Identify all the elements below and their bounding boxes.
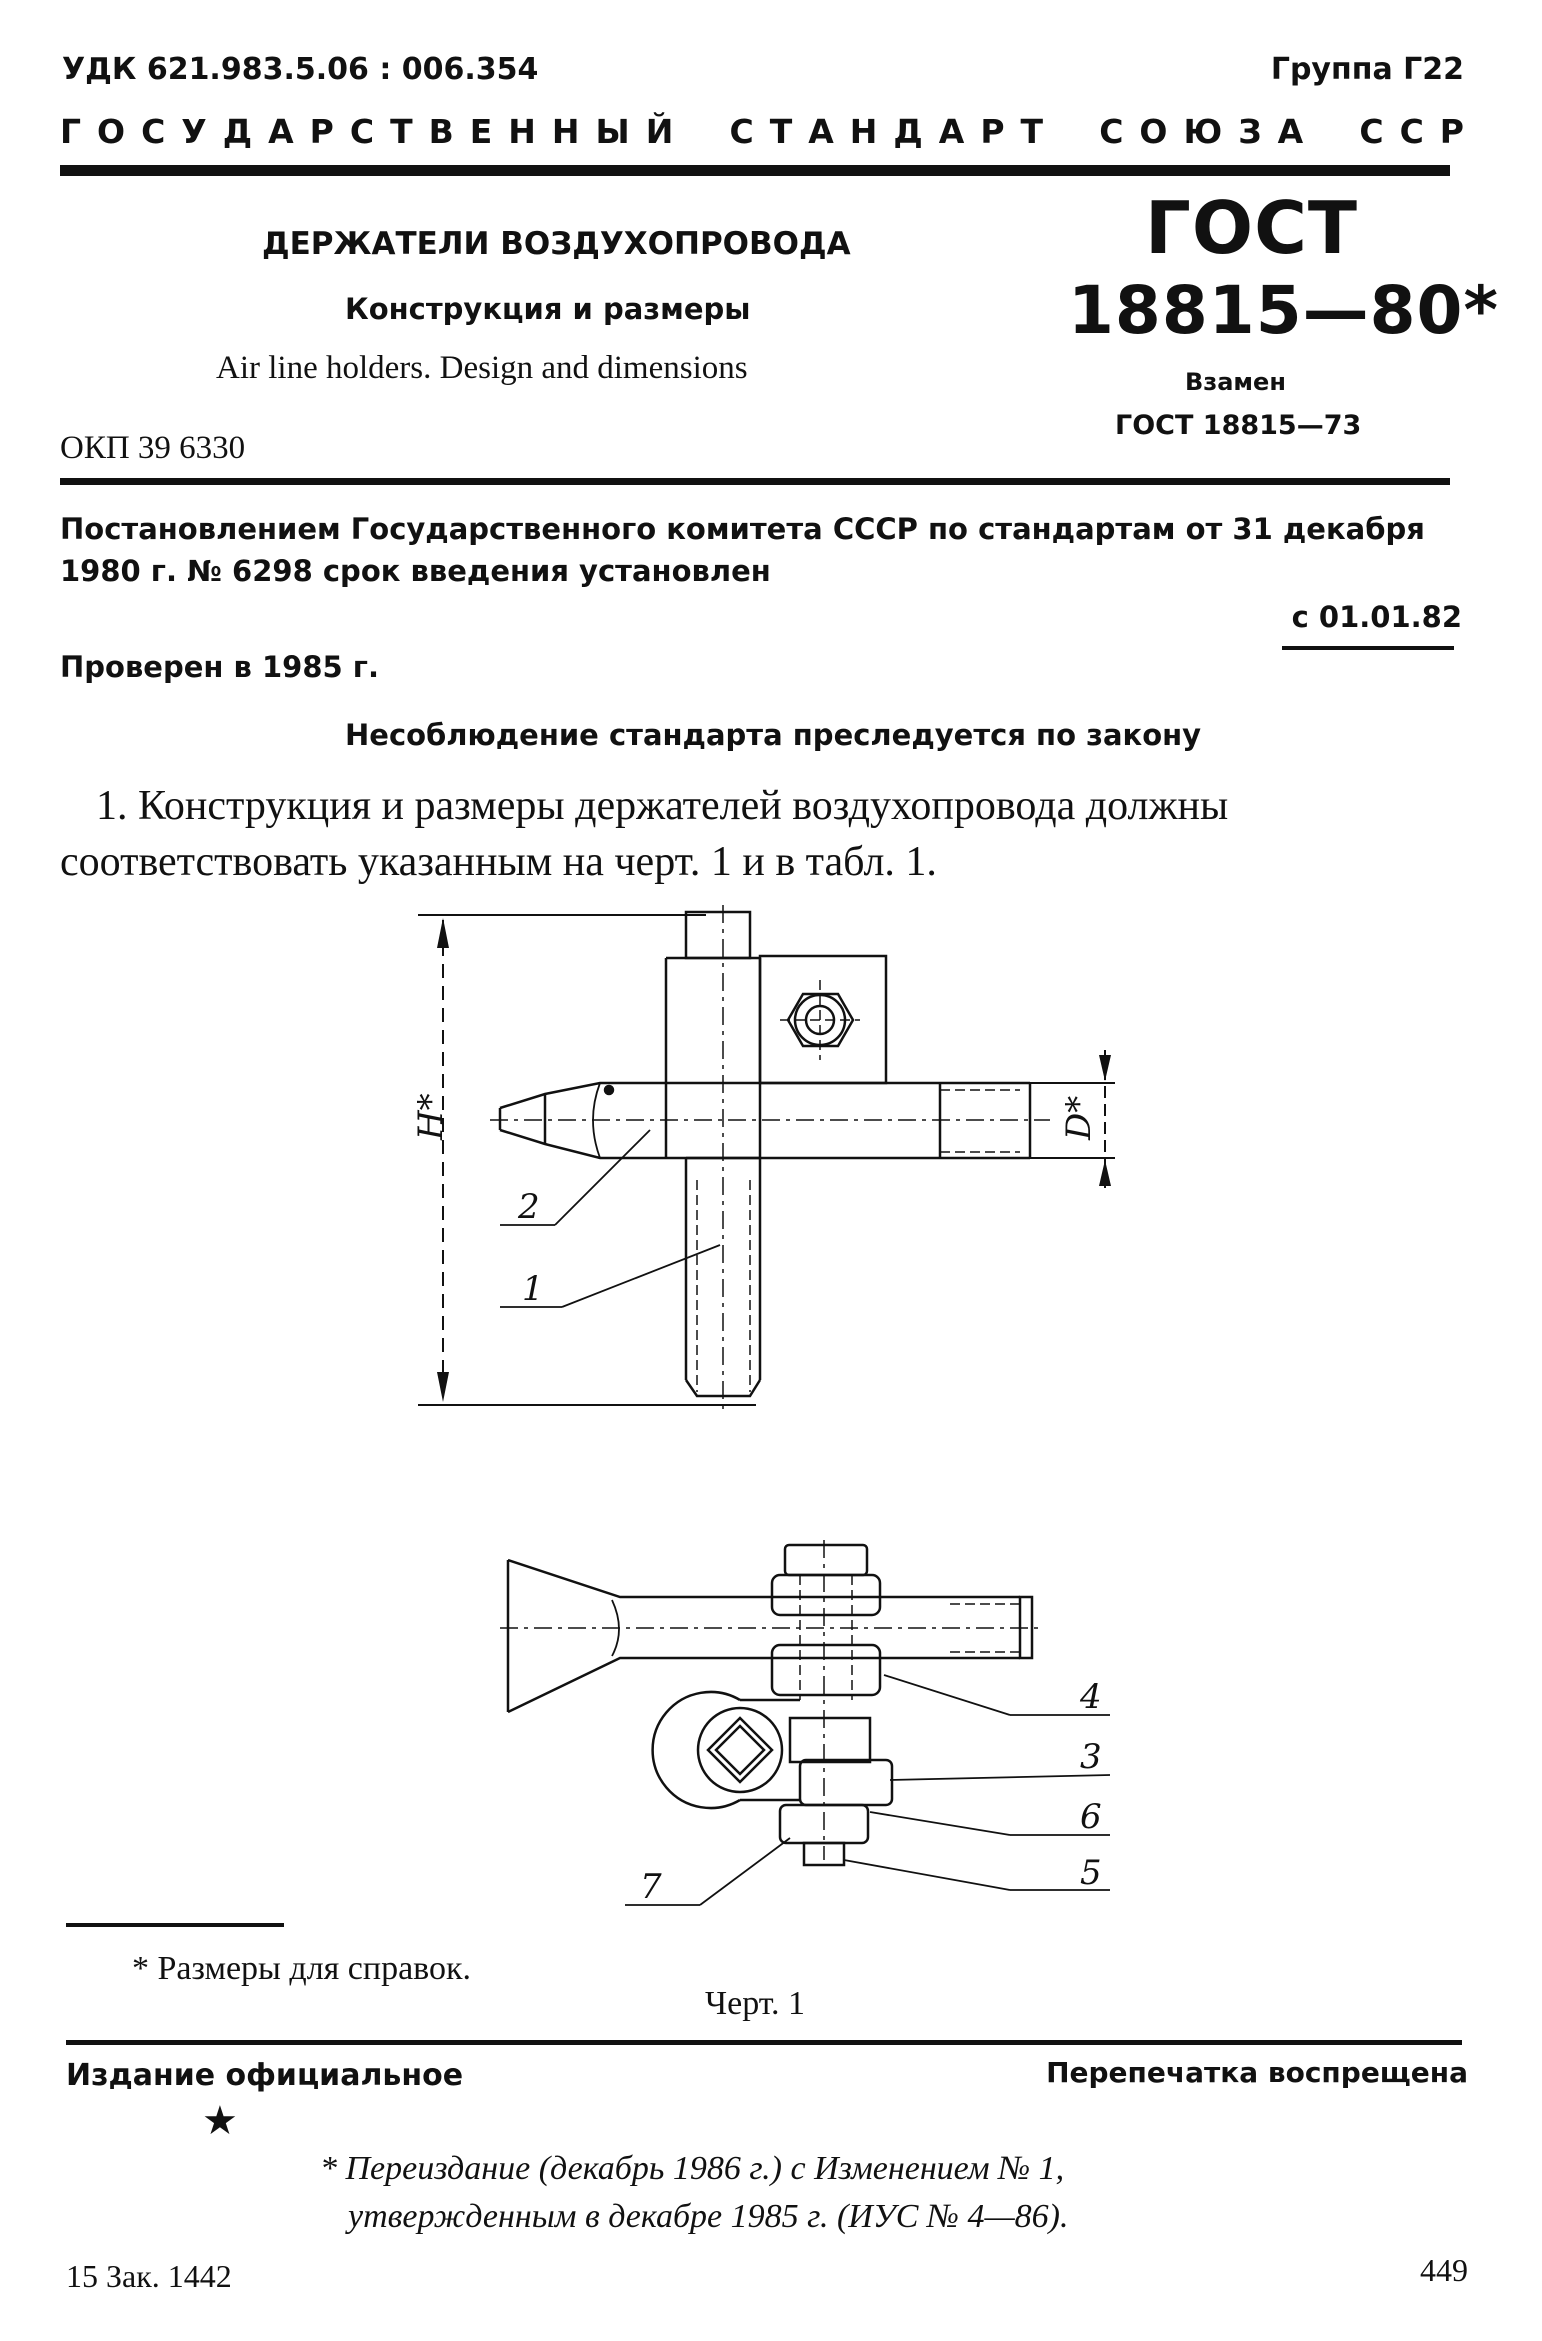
top-bolt-head [686,912,750,958]
reprint-prohibited: Перепечатка воспрещена [1046,2056,1468,2089]
clamp-block [760,956,886,1083]
callout-6: 6 [1080,1797,1102,1837]
callout-5: 5 [1080,1853,1102,1893]
document-title-english: Air line holders. Design and dimensions [216,350,748,386]
footer-rule [66,2040,1462,2045]
effective-date: с 01.01.82 [1291,600,1462,634]
order-number: 15 Зак. 1442 [66,2258,232,2294]
standard-word-3: СОЮЗА [1099,112,1320,151]
callout-7: 7 [640,1867,662,1907]
document-subtitle: Конструкция и размеры [345,292,751,326]
callout-3: 3 [1080,1737,1102,1777]
replaced-standard: ГОСТ 18815—73 [1115,410,1362,441]
dim-h-arrow-bottom [437,1372,449,1402]
paragraph-1-line-2: соответствовать указанным на черт. 1 и в табл. 1. [60,839,937,885]
checked-year: Проверен в 1985 г. [60,650,379,684]
footnote-rule [66,1923,284,1927]
callout-4: 4 [1080,1677,1102,1717]
official-edition: Издание официальное [66,2058,464,2093]
dim-d-label: D* [1059,1095,1099,1140]
group-code: Группа Г22 [1270,52,1464,87]
law-warning: Несоблюдение стандарта преследуется по закону [345,718,1202,752]
callout-1: 1 [522,1269,544,1309]
dim-h-arrow-top [437,918,449,948]
decree-line-1: Постановлением Государственного комитета СССР по стандартам от 31 декабря [60,512,1425,546]
decree-line-2: 1980 г. № 6298 срок введения установлен [60,554,771,588]
standard-word-1: ГОСУДАРСТВЕННЫЙ [60,112,690,151]
page-number: 449 [1420,2252,1468,2288]
funnel-lower [508,1658,640,1712]
pipe-upper-edge [500,1083,1030,1108]
standard-word-4: ССР [1359,112,1480,151]
funnel-upper [508,1560,640,1597]
document-title: ДЕРЖАТЕЛИ ВОЗДУХОПРОВОДА [262,226,851,262]
gost-number: 18815—80* [1068,272,1499,349]
reissue-note-line-1: * Переиздание (декабрь 1986 г.) с Изменением № 1, [320,2150,1065,2187]
pipe-lower-edge [500,1130,1030,1158]
clamp-lower [772,1645,880,1695]
replaces-label: Взамен [1185,368,1286,396]
paragraph-1-line-1: 1. Конструкция и размеры держателей воздухопровода должны [96,783,1229,829]
figure-caption: Черт. 1 [705,1985,806,2022]
udc-code: УДК 621.983.5.06 : 006.354 [62,52,539,87]
dim-h-label: H* [411,1093,451,1140]
gost-label: ГОСТ [1145,186,1359,270]
okp-code: ОКП 39 6330 [60,430,246,466]
reissue-note-line-2: утвержденным в декабре 1985 г. (ИУС № 4—86). [348,2198,1069,2235]
standard-word-2: СТАНДАРТ [729,112,1060,151]
footnote: * Размеры для справок. [132,1950,472,1987]
callout-2: 2 [518,1187,540,1227]
star-icon: ★ [202,2098,238,2144]
